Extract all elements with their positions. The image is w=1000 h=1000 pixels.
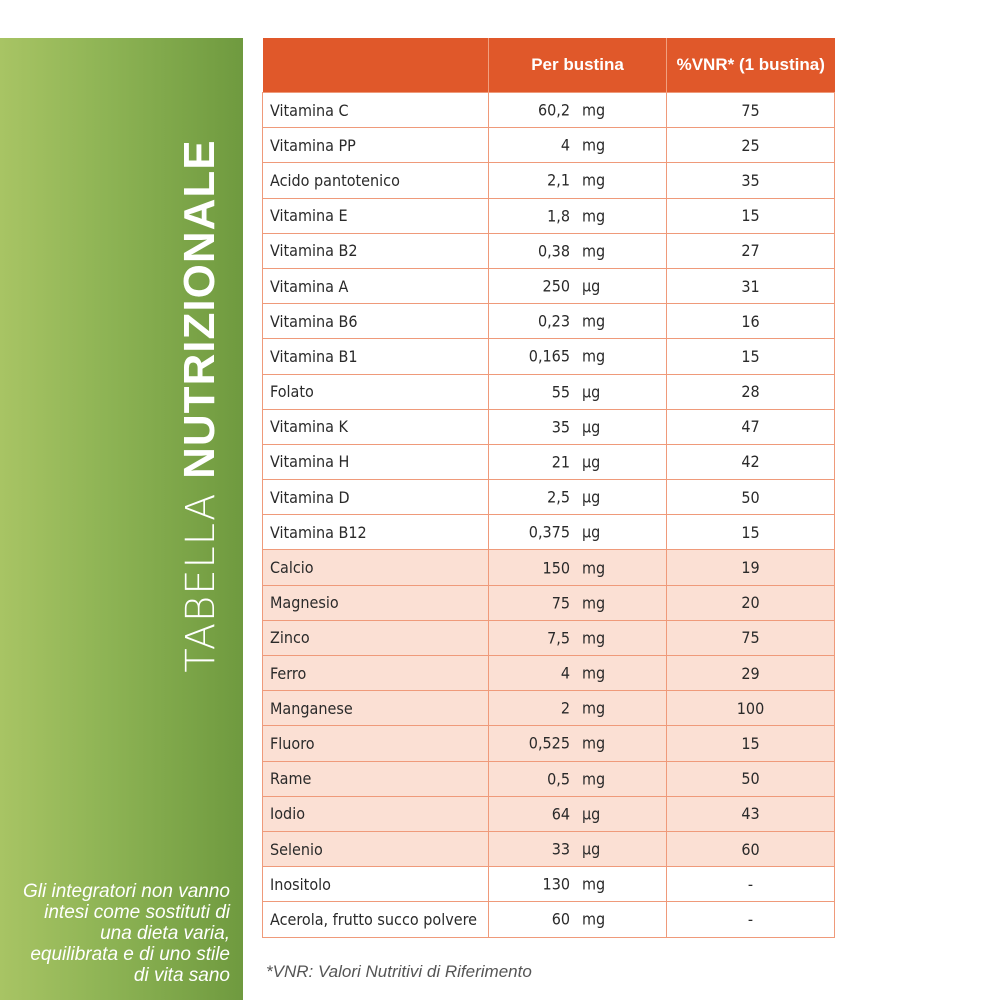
table-row <box>263 339 835 374</box>
nutrient-name: Inositolo <box>263 867 489 902</box>
amount-unit: mg <box>582 206 606 226</box>
amount-unit: µg <box>582 522 601 542</box>
vnr-value: 50 <box>667 761 835 796</box>
amount-value: 0,165 <box>528 346 570 366</box>
vnr-value: 43 <box>667 796 835 831</box>
amount-value: 150 <box>542 558 570 578</box>
footnote: *VNR: Valori Nutritivi di Riferimento <box>266 962 532 981</box>
amount-unit: µg <box>582 452 601 472</box>
table-row <box>263 620 835 655</box>
amount-unit: mg <box>582 100 606 120</box>
vnr-value: 42 <box>667 444 835 479</box>
nutrient-name: Vitamina B6 <box>263 304 489 339</box>
table-row <box>263 409 835 444</box>
amount-unit: mg <box>582 733 606 753</box>
vnr-value: - <box>667 867 835 902</box>
nutrition-table <box>262 38 835 938</box>
table-row <box>263 656 835 691</box>
amount-value: 250 <box>542 276 570 296</box>
table-row <box>263 902 835 937</box>
amount-value: 4 <box>560 663 570 683</box>
nutrient-name: Vitamina PP <box>263 128 489 163</box>
vnr-value: 15 <box>667 515 835 550</box>
amount-unit: µg <box>582 839 601 859</box>
nutrient-name: Calcio <box>263 550 489 585</box>
table-row <box>263 444 835 479</box>
amount-cell <box>489 198 667 233</box>
amount-value: 55 <box>551 382 570 402</box>
nutrient-name: Magnesio <box>263 585 489 620</box>
nutrient-name: Acerola, frutto succo polvere <box>263 902 489 937</box>
vnr-value: 20 <box>667 585 835 620</box>
nutrient-name: Vitamina K <box>263 409 489 444</box>
disclaimer-text: Gli integratori non vanno intesi come sostituti di una dieta varia, equilibrata e di uno stile di vita sano <box>22 881 230 986</box>
table-row <box>263 867 835 902</box>
amount-cell <box>489 761 667 796</box>
table-row <box>263 515 835 550</box>
table-header-row <box>263 38 835 93</box>
amount-cell <box>489 515 667 550</box>
header-vnr: %VNR* (1 bustina) <box>667 38 835 93</box>
nutrient-name: Vitamina A <box>263 268 489 303</box>
amount-cell <box>489 691 667 726</box>
table-row <box>263 585 835 620</box>
vertical-title <box>175 139 224 673</box>
amount-cell <box>489 409 667 444</box>
vnr-value: 75 <box>667 93 835 128</box>
vnr-value: 75 <box>667 620 835 655</box>
amount-unit: mg <box>582 558 606 578</box>
amount-cell <box>489 726 667 761</box>
table-row <box>263 691 835 726</box>
amount-cell <box>489 585 667 620</box>
amount-unit: mg <box>582 593 606 613</box>
amount-value: 2 <box>560 698 570 718</box>
amount-unit: mg <box>582 628 606 648</box>
vnr-value: 27 <box>667 233 835 268</box>
nutrient-name: Manganese <box>263 691 489 726</box>
amount-unit: µg <box>582 382 601 402</box>
nutrient-name: Vitamina D <box>263 480 489 515</box>
amount-cell <box>489 620 667 655</box>
side-panel <box>0 38 243 1000</box>
amount-cell <box>489 93 667 128</box>
header-nutrient <box>263 38 489 93</box>
amount-value: 33 <box>551 839 570 859</box>
amount-cell <box>489 480 667 515</box>
nutrient-name: Vitamina B12 <box>263 515 489 550</box>
amount-unit: mg <box>582 663 606 683</box>
nutrient-name: Selenio <box>263 831 489 866</box>
amount-cell <box>489 444 667 479</box>
amount-cell <box>489 831 667 866</box>
vnr-value: 16 <box>667 304 835 339</box>
vnr-value: 28 <box>667 374 835 409</box>
amount-unit: mg <box>582 874 606 894</box>
vnr-value: 60 <box>667 831 835 866</box>
vnr-value: 15 <box>667 726 835 761</box>
table-row <box>263 268 835 303</box>
nutrient-name: Rame <box>263 761 489 796</box>
amount-unit: mg <box>582 698 606 718</box>
amount-value: 75 <box>551 593 570 613</box>
nutrition-table-container <box>262 38 834 938</box>
amount-unit: mg <box>582 241 606 261</box>
vnr-value: 15 <box>667 198 835 233</box>
vnr-value: 25 <box>667 128 835 163</box>
amount-unit: µg <box>582 804 601 824</box>
amount-value: 60 <box>551 909 570 929</box>
amount-cell <box>489 796 667 831</box>
amount-cell <box>489 374 667 409</box>
amount-value: 1,8 <box>547 206 570 226</box>
amount-cell <box>489 656 667 691</box>
table-row <box>263 128 835 163</box>
amount-cell <box>489 268 667 303</box>
title-light: TABELLA <box>178 478 224 673</box>
vnr-value: 50 <box>667 480 835 515</box>
nutrient-name: Vitamina H <box>263 444 489 479</box>
amount-cell <box>489 233 667 268</box>
table-row <box>263 198 835 233</box>
amount-unit: mg <box>582 311 606 331</box>
amount-value: 35 <box>551 417 570 437</box>
amount-value: 130 <box>542 874 570 894</box>
table-row <box>263 480 835 515</box>
amount-cell <box>489 550 667 585</box>
table-row <box>263 163 835 198</box>
header-per-bustina: Per bustina <box>489 38 667 93</box>
amount-unit: mg <box>582 346 606 366</box>
amount-value: 60,2 <box>537 100 570 120</box>
table-row <box>263 831 835 866</box>
amount-cell <box>489 128 667 163</box>
amount-unit: µg <box>582 417 601 437</box>
vnr-value: - <box>667 902 835 937</box>
vnr-value: 19 <box>667 550 835 585</box>
nutrient-name: Iodio <box>263 796 489 831</box>
amount-value: 7,5 <box>547 628 570 648</box>
nutrient-name: Acido pantotenico <box>263 163 489 198</box>
amount-cell <box>489 902 667 937</box>
table-body <box>263 93 835 938</box>
nutrient-name: Folato <box>263 374 489 409</box>
nutrient-name: Ferro <box>263 656 489 691</box>
amount-cell <box>489 867 667 902</box>
table-row <box>263 304 835 339</box>
amount-value: 4 <box>560 135 570 155</box>
amount-unit: mg <box>582 135 606 155</box>
table-row <box>263 726 835 761</box>
vnr-value: 47 <box>667 409 835 444</box>
nutrient-name: Vitamina E <box>263 198 489 233</box>
amount-value: 0,23 <box>537 311 570 331</box>
table-row <box>263 550 835 585</box>
amount-value: 0,375 <box>528 522 570 542</box>
vnr-value: 35 <box>667 163 835 198</box>
vnr-value: 15 <box>667 339 835 374</box>
amount-cell <box>489 163 667 198</box>
amount-value: 21 <box>551 452 570 472</box>
amount-unit: mg <box>582 170 606 190</box>
amount-cell <box>489 339 667 374</box>
table-row <box>263 796 835 831</box>
amount-unit: µg <box>582 276 601 296</box>
nutrient-name: Vitamina C <box>263 93 489 128</box>
amount-value: 0,525 <box>528 733 570 753</box>
amount-cell <box>489 304 667 339</box>
table-row <box>263 761 835 796</box>
nutrient-name: Zinco <box>263 620 489 655</box>
nutrient-name: Fluoro <box>263 726 489 761</box>
nutrient-name: Vitamina B1 <box>263 339 489 374</box>
amount-value: 0,38 <box>537 241 570 261</box>
table-row <box>263 93 835 128</box>
nutrient-name: Vitamina B2 <box>263 233 489 268</box>
vnr-value: 31 <box>667 268 835 303</box>
amount-unit: mg <box>582 769 606 789</box>
amount-value: 2,1 <box>547 170 570 190</box>
table-row <box>263 233 835 268</box>
vnr-value: 29 <box>667 656 835 691</box>
table-row <box>263 374 835 409</box>
amount-value: 2,5 <box>547 487 570 507</box>
amount-value: 64 <box>551 804 570 824</box>
title-bold: NUTRIZIONALE <box>175 139 224 479</box>
amount-unit: µg <box>582 487 601 507</box>
amount-unit: mg <box>582 909 606 929</box>
vnr-value: 100 <box>667 691 835 726</box>
amount-value: 0,5 <box>547 769 570 789</box>
